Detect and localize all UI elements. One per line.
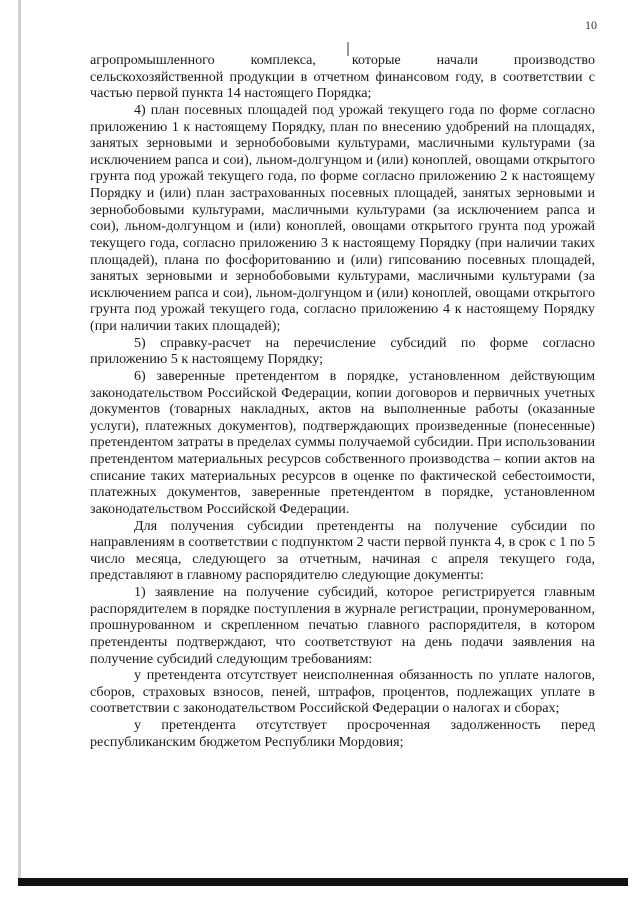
paragraph-item-5: 5) справку-расчет на перечисление субсидий по форме согласно приложению 5 к настоящему Порядку; [90, 334, 595, 368]
scan-left-edge [18, 0, 21, 880]
paragraph-subsidy-procedure: Для получения субсидии претенденты на получение субсидии по направлениям в соответствии с подпунктом 2 части первой пункта 4, в срок с 1 по 5 число месяца, следующего за отчетным, начиная с апреля текущего года, представляют в главному распорядителю следующие документы: [90, 517, 595, 584]
paragraph-item-6: 6) заверенные претендентом в порядке, установленном действующим законодательством Российской Федерации, копии договоров и первичных учетных документов (товарных накладных, актов на выполненные работы (оказанные услуги), платежных документов), подтверждающих произведенные (понесенные) претендентом затраты в пределах суммы получаемой субсидии. При использовании претендентом материальных ресурсов собственного производства – копии актов на списание таких материальных ресурсов в оценке по фактической себестоимости, платежных документов, заверенные претендентом в порядке, установленном законодательством Российской Федерации. [90, 367, 595, 517]
paragraph-continuation: агропромышленного комплекса, которые начали производство сельскохозяйственной продукции в отчетном финансовом году, в соответствии с частью первой пункта 14 настоящего Порядка; [90, 52, 595, 102]
paragraph-requirement-budget-debt: у претендента отсутствует просроченная задолженность перед республиканским бюджетом Республики Мордовия; [90, 717, 595, 750]
scan-bottom-edge [18, 878, 628, 886]
page-number: 10 [585, 18, 597, 32]
paragraph-item-4: 4) план посевных площадей под урожай текущего года по форме согласно приложению 1 к настоящему Порядку, план по внесению удобрений на площадях, занятых зерновыми и зернобобовыми культурами, масличными культурами (за исключением рапса и сои), льном-долгунцом и (или) коноплей, овощами открытого грунта под урожай текущего года, по форме согласно приложению 2 к настоящему Порядку и (или) план застрахованных посевных площадей, занятых зерновыми и зернобобовыми культурами, масличными культурами (за исключением рапса и сои), льном-долгунцом и (или) коноплей, овощами открытого грунта под урожай текущего года, согласно приложению 3 к настоящему Порядку (при наличии таких площадей), плана по фосфоритованию и (или) гипсованию посевных площадей, занятых зерновыми и зернобобовыми культурами, масличными культурами (за исключением рапса и сои), льном-долгунцом и (или) коноплей, овощами открытого грунта под урожай текущего года, согласно приложению 4 к настоящему Порядку (при наличии таких площадей); [90, 101, 595, 334]
paragraph-requirement-taxes: у претендента отсутствует неисполненная обязанность по уплате налогов, сборов, страховых взносов, пеней, штрафов, процентов, подлежащих уплате в соответствии с законодательством Российской Федерации о налогах и сборах; [90, 667, 595, 717]
document-body [90, 52, 595, 750]
paragraph-item-1-application: 1) заявление на получение субсидий, которое регистрируется главным распорядителем в порядке поступления в журнале регистрации, пронумерованном, прошнурованном и скрепленном печатью главного распорядителя, в котором претенденты подтверждают, что соответствуют на день подачи заявления на получение субсидий следующим требованиям: [90, 584, 595, 667]
